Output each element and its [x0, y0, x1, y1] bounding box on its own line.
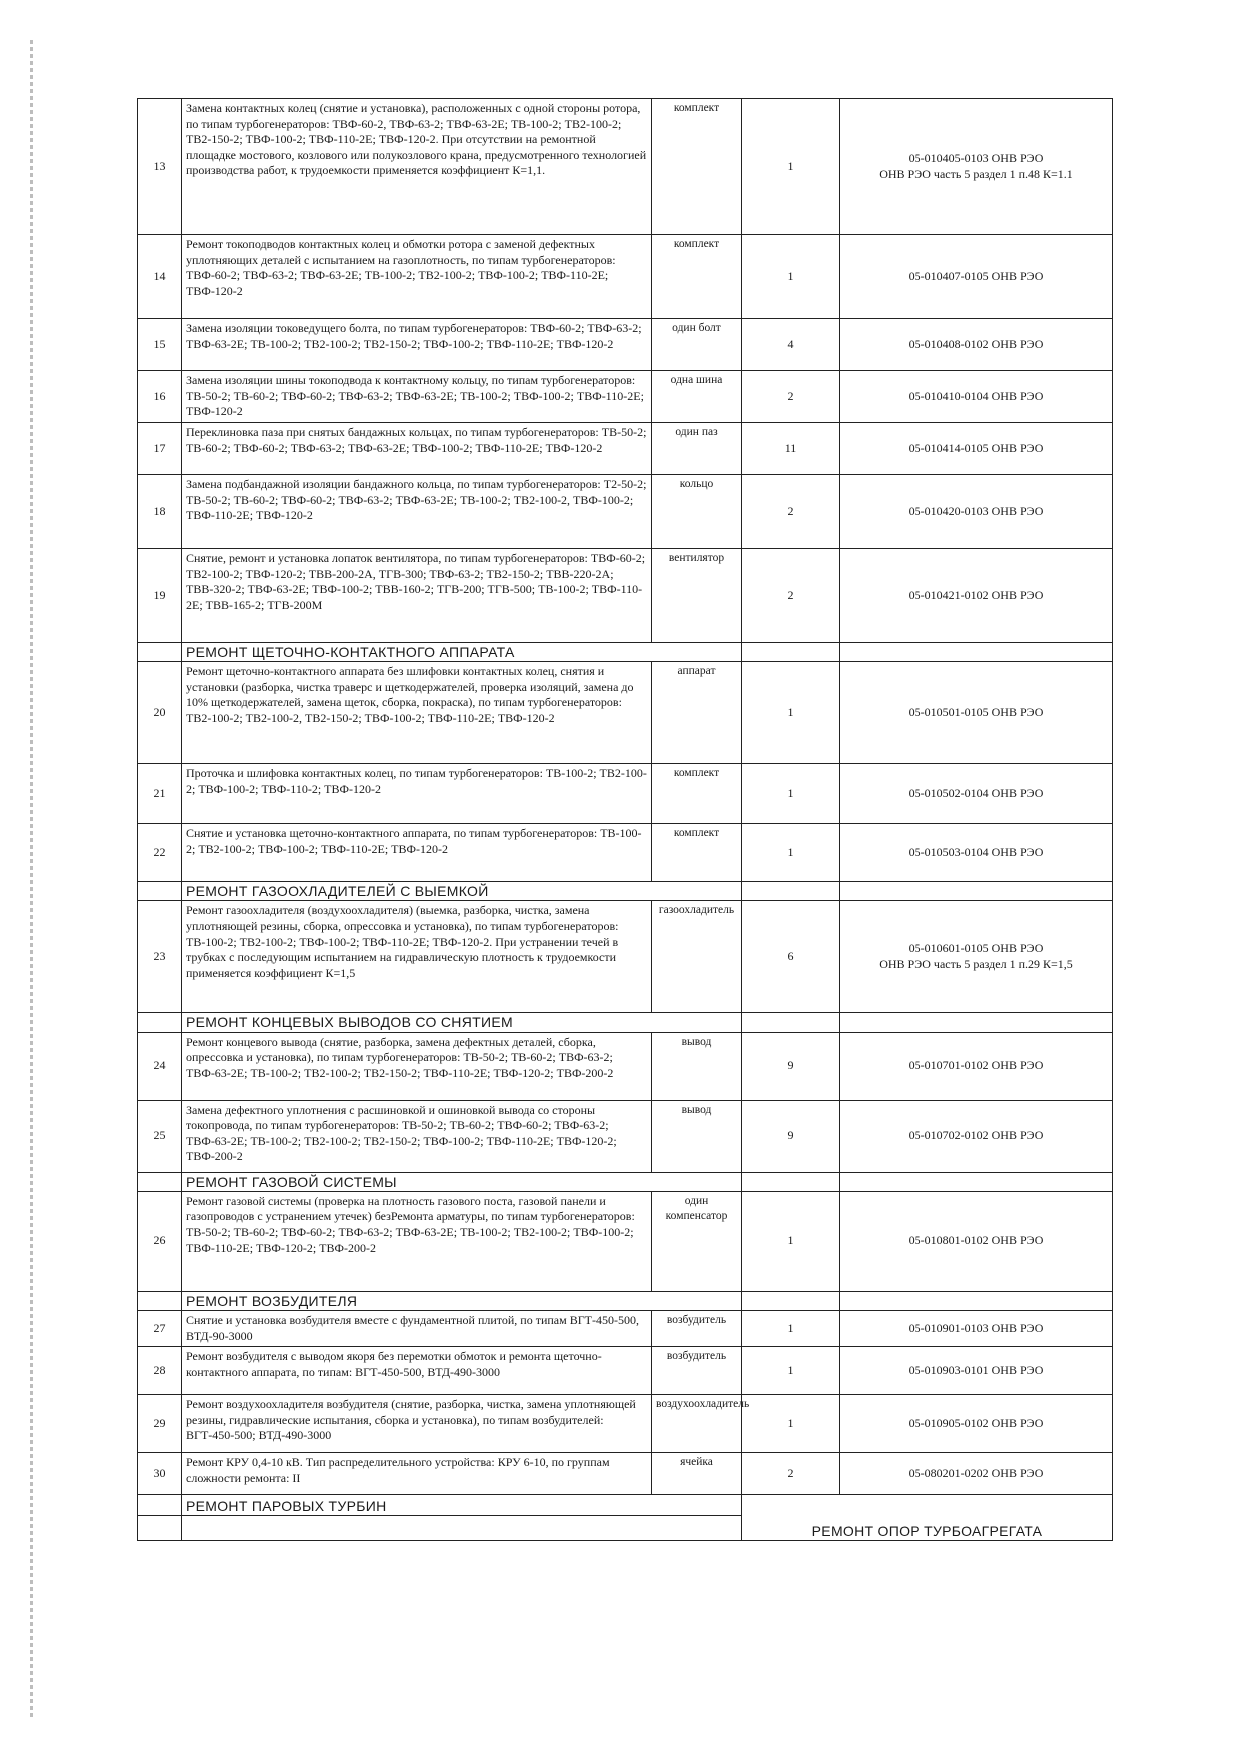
section-code-cell — [840, 643, 1113, 662]
footer-left-title: РЕМОНТ ПАРОВЫХ ТУРБИН — [182, 1495, 742, 1516]
table-row — [138, 99, 1113, 235]
section-row — [138, 1291, 1113, 1310]
row-number: 15 — [138, 319, 182, 371]
norm-code — [840, 1191, 1113, 1291]
section-title: РЕМОНТ ГАЗОВОЙ СИСТЕМЫ — [182, 1172, 742, 1191]
norm-code — [840, 99, 1113, 235]
unit-of-measure: вывод — [652, 1032, 742, 1100]
footer-row — [138, 1495, 1113, 1516]
row-number: 21 — [138, 764, 182, 824]
norm-code — [840, 901, 1113, 1013]
footer-empty-cell — [138, 1516, 182, 1541]
norm-code — [840, 1100, 1113, 1172]
quantity: 1 — [742, 235, 840, 319]
norm-code — [840, 475, 1113, 549]
row-number: 17 — [138, 423, 182, 475]
quantity: 11 — [742, 423, 840, 475]
table-row — [138, 662, 1113, 764]
unit-of-measure: один компенсатор — [652, 1191, 742, 1291]
norm-code-line: 05-010503-0104 ОНВ РЭО — [908, 844, 1044, 859]
footer-num-cell — [138, 1495, 182, 1516]
scan-edge — [30, 40, 33, 1720]
footer-empty-cell — [182, 1516, 742, 1541]
section-code-cell — [840, 1172, 1113, 1191]
work-description: Ремонт возбудителя с выводом якоря без перемотки обмоток и ремонта щеточно-контактного аппарата, по типам: ВГТ-450-500, ВТД-490-3000 — [182, 1347, 652, 1395]
footer-right-title: РЕМОНТ ОПОР ТУРБОАГРЕГАТА — [742, 1495, 1113, 1541]
norm-code-line: 05-010405-0103 ОНВ РЭО — [908, 150, 1044, 165]
unit-of-measure: вывод — [652, 1100, 742, 1172]
norm-code-line: 05-010901-0103 ОНВ РЭО — [908, 1320, 1044, 1335]
quantity: 2 — [742, 1453, 840, 1495]
row-number: 27 — [138, 1310, 182, 1346]
unit-of-measure: газоохладитель — [652, 901, 742, 1013]
norm-code-line: 05-010502-0104 ОНВ РЭО — [908, 785, 1044, 800]
quantity: 1 — [742, 824, 840, 882]
norm-code-line: ОНВ РЭО часть 5 раздел 1 п.29 К=1,5 — [879, 956, 1073, 971]
section-qty-cell — [742, 882, 840, 901]
work-description: Снятие и установка возбудителя вместе с фундаментной плитой, по типам ВГТ-450-500, ВТД-90-3000 — [182, 1310, 652, 1346]
norm-code-line: 05-010420-0103 ОНВ РЭО — [908, 503, 1044, 518]
norm-code — [840, 1395, 1113, 1453]
section-qty-cell — [742, 1013, 840, 1032]
work-description: Ремонт газовой системы (проверка на плотность газового поста, газовой панели и газопроводов с устранением утечек) безРемонта арматуры, по типам турбогенераторов: ТВ-50-2; ТВ-60-2; ТВФ-60-2; ТВФ-63-2; ТВФ-63-2Е; ТВ-100-2; ТВ2-100-2; ТВФ-100-2; ТВФ-110-2Е; ТВФ-120-2; ТВФ-200-2 — [182, 1191, 652, 1291]
norm-code — [840, 1453, 1113, 1495]
section-row — [138, 643, 1113, 662]
norm-code-line: 05-010410-0104 ОНВ РЭО — [908, 388, 1044, 403]
table-row — [138, 1347, 1113, 1395]
norm-code — [840, 549, 1113, 643]
section-row — [138, 1013, 1113, 1032]
norm-code-line: 05-010702-0102 ОНВ РЭО — [908, 1128, 1044, 1143]
unit-of-measure: воздухоохладитель — [652, 1395, 742, 1453]
norm-code-line: 05-010905-0102 ОНВ РЭО — [908, 1415, 1044, 1430]
table-row — [138, 824, 1113, 882]
norm-code-line: 05-010601-0105 ОНВ РЭО — [908, 941, 1044, 956]
row-number: 26 — [138, 1191, 182, 1291]
quantity: 6 — [742, 901, 840, 1013]
row-number: 18 — [138, 475, 182, 549]
norm-code-line: 05-080201-0202 ОНВ РЭО — [908, 1465, 1044, 1480]
table-row — [138, 1191, 1113, 1291]
unit-of-measure: комплект — [652, 235, 742, 319]
work-description: Снятие, ремонт и установка лопаток вентилятора, по типам турбогенераторов: ТВФ-60-2; ТВ2-100-2; ТВФ-120-2; ТВВ-200-2А, ТГВ-300; ТВФ-63-2; ТВ2-150-2; ТВВ-220-2А; ТВВ-320-2; ТВФ-63-2Е; ТВФ-100-2; ТВВ-160-2; ТГВ-200; ТГВ-500; ТВ-100-2; ТВФ-110-2Е; ТВВ-165-2; ТГВ-200М — [182, 549, 652, 643]
row-number: 29 — [138, 1395, 182, 1453]
section-row — [138, 1172, 1113, 1191]
works-table — [137, 98, 1113, 1541]
unit-of-measure: вентилятор — [652, 549, 742, 643]
row-number: 23 — [138, 901, 182, 1013]
unit-of-measure: аппарат — [652, 662, 742, 764]
quantity: 1 — [742, 764, 840, 824]
work-description: Ремонт газоохладителя (воздухоохладителя) (выемка, разборка, чистка, замена уплотняющей резины, сборка, опрессовка и установка), по типам турбогенераторов: ТВ-100-2; ТВ2-100-2; ТВФ-100-2; ТВФ-110-2Е; ТВФ-120-2. При устранении течей в трубках с последующим испытанием на гидравлическую плотность к трудоемкости применяется коэффициент К=1,5 — [182, 901, 652, 1013]
norm-code — [840, 1347, 1113, 1395]
table-row — [138, 475, 1113, 549]
section-qty-cell — [742, 643, 840, 662]
work-description: Переклиновка паза при снятых бандажных кольцах, по типам турбогенераторов: ТВ-50-2; ТВ-60-2; ТВФ-60-2; ТВФ-63-2; ТВФ-63-2Е; ТВФ-100-2; ТВФ-110-2Е; ТВФ-120-2 — [182, 423, 652, 475]
norm-code-line: 05-010501-0105 ОНВ РЭО — [908, 704, 1044, 719]
unit-of-measure: ячейка — [652, 1453, 742, 1495]
quantity: 1 — [742, 1395, 840, 1453]
unit-of-measure: кольцо — [652, 475, 742, 549]
norm-code-line: 05-010414-0105 ОНВ РЭО — [908, 440, 1044, 455]
norm-code-line: ОНВ РЭО часть 5 раздел 1 п.48 К=1.1 — [879, 166, 1073, 181]
quantity: 1 — [742, 1347, 840, 1395]
unit-of-measure: одна шина — [652, 371, 742, 423]
row-number: 19 — [138, 549, 182, 643]
norm-code-line: 05-010801-0102 ОНВ РЭО — [908, 1233, 1044, 1248]
work-description: Проточка и шлифовка контактных колец, по типам турбогенераторов: ТВ-100-2; ТВ2-100-2; ТВФ-100-2; ТВФ-110-2; ТВФ-120-2 — [182, 764, 652, 824]
norm-code — [840, 1032, 1113, 1100]
section-code-cell — [840, 1013, 1113, 1032]
quantity: 9 — [742, 1100, 840, 1172]
row-number: 22 — [138, 824, 182, 882]
quantity: 1 — [742, 1191, 840, 1291]
norm-code-line: 05-010701-0102 ОНВ РЭО — [908, 1058, 1044, 1073]
norm-code — [840, 423, 1113, 475]
section-row — [138, 882, 1113, 901]
unit-of-measure: один паз — [652, 423, 742, 475]
section-num-cell — [138, 882, 182, 901]
table-row — [138, 764, 1113, 824]
row-number: 14 — [138, 235, 182, 319]
work-description: Замена контактных колец (снятие и установка), расположенных с одной стороны ротора, по типам турбогенераторов: ТВФ-60-2, ТВФ-63-2; ТВФ-63-2Е; ТВ-100-2; ТВ2-100-2; ТВ2-150-2; ТВФ-100-2; ТВФ-110-2Е; ТВФ-120-2. При отсутствии на ремонтной площадке мостового, козлового или полукозлового крана, предусмотренного технологией производства работ, к трудоемкости применяется коэффициент К=1,1. — [182, 99, 652, 235]
quantity: 2 — [742, 549, 840, 643]
work-description: Ремонт воздухоохладителя возбудителя (снятие, разборка, чистка, замена уплотняющей резины, гидравлические испытания, сборка и установка), по типам возбудителей: ВГТ-450-500; ВТД-490-3000 — [182, 1395, 652, 1453]
section-qty-cell — [742, 1291, 840, 1310]
table-row — [138, 235, 1113, 319]
unit-of-measure: возбудитель — [652, 1347, 742, 1395]
row-number: 24 — [138, 1032, 182, 1100]
table-row — [138, 371, 1113, 423]
section-title: РЕМОНТ ГАЗООХЛАДИТЕЛЕЙ С ВЫЕМКОЙ — [182, 882, 742, 901]
works-table-body — [138, 99, 1113, 1541]
norm-code — [840, 235, 1113, 319]
unit-of-measure: комплект — [652, 824, 742, 882]
unit-of-measure: возбудитель — [652, 1310, 742, 1346]
quantity: 1 — [742, 99, 840, 235]
section-title: РЕМОНТ КОНЦЕВЫХ ВЫВОДОВ СО СНЯТИЕМ — [182, 1013, 742, 1032]
quantity: 1 — [742, 1310, 840, 1346]
norm-code — [840, 764, 1113, 824]
table-row — [138, 549, 1113, 643]
section-title: РЕМОНТ ВОЗБУДИТЕЛЯ — [182, 1291, 742, 1310]
norm-code-line: 05-010407-0105 ОНВ РЭО — [908, 268, 1044, 283]
work-description: Ремонт КРУ 0,4-10 кВ. Тип распределительного устройства: КРУ 6-10, по группам сложности ремонта: II — [182, 1453, 652, 1495]
unit-of-measure: один болт — [652, 319, 742, 371]
row-number: 28 — [138, 1347, 182, 1395]
section-title: РЕМОНТ ЩЕТОЧНО-КОНТАКТНОГО АППАРАТА — [182, 643, 742, 662]
section-qty-cell — [742, 1172, 840, 1191]
table-row — [138, 1032, 1113, 1100]
row-number: 13 — [138, 99, 182, 235]
unit-of-measure: комплект — [652, 99, 742, 235]
norm-code — [840, 824, 1113, 882]
row-number: 20 — [138, 662, 182, 764]
quantity: 2 — [742, 475, 840, 549]
section-num-cell — [138, 643, 182, 662]
work-description: Замена подбандажной изоляции бандажного кольца, по типам турбогенераторов: Т2-50-2; ТВ-50-2; ТВ-60-2; ТВФ-60-2; ТВФ-63-2; ТВФ-63-2Е; ТВ-100-2; ТВ2-100-2, ТВФ-100-2; ТВФ-110-2Е; ТВФ-120-2 — [182, 475, 652, 549]
table-row — [138, 1395, 1113, 1453]
section-num-cell — [138, 1172, 182, 1191]
work-description: Снятие и установка щеточно-контактного аппарата, по типам турбогенераторов: ТВ-100-2; ТВ2-100-2; ТВФ-100-2; ТВФ-110-2Е; ТВФ-120-2 — [182, 824, 652, 882]
work-description: Ремонт токоподводов контактных колец и обмотки ротора с заменой дефектных уплотняющих деталей с испытанием на газоплотность, по типам турбогенераторов: ТВФ-60-2; ТВФ-63-2; ТВФ-63-2Е; ТВ-100-2; ТВ2-100-2; ТВФ-100-2; ТВФ-110-2Е; ТВФ-120-2 — [182, 235, 652, 319]
table-row — [138, 901, 1113, 1013]
quantity: 1 — [742, 662, 840, 764]
section-code-cell — [840, 1291, 1113, 1310]
work-description: Ремонт концевого вывода (снятие, разборка, замена дефектных деталей, сборка, опрессовка и установка), по типам турбогенераторов: ТВ-50-2; ТВ-60-2; ТВФ-63-2; ТВФ-63-2Е; ТВ-100-2; ТВ2-100-2; ТВ2-150-2; ТВФ-110-2Е; ТВФ-120-2; ТВФ-200-2 — [182, 1032, 652, 1100]
norm-code-line: 05-010408-0102 ОНВ РЭО — [908, 336, 1044, 351]
section-code-cell — [840, 882, 1113, 901]
table-row — [138, 1310, 1113, 1346]
norm-code — [840, 1310, 1113, 1346]
work-description: Замена изоляции шины токоподвода к контактному кольцу, по типам турбогенераторов: ТВ-50-2; ТВ-60-2; ТВФ-60-2; ТВФ-63-2; ТВФ-63-2Е; ТВ-100-2; ТВФ-100-2; ТВФ-110-2Е; ТВФ-120-2 — [182, 371, 652, 423]
norm-code — [840, 371, 1113, 423]
work-description: Замена дефектного уплотнения с расшиновкой и ошиновкой вывода со стороны токопровода, по типам турбогенераторов: ТВ-50-2; ТВ-60-2; ТВФ-60-2; ТВФ-63-2; ТВФ-63-2Е; ТВ-100-2; ТВ2-100-2; ТВ2-150-2; ТВФ-100-2; ТВФ-110-2Е; ТВФ-120-2; ТВФ-200-2 — [182, 1100, 652, 1172]
work-description: Ремонт щеточно-контактного аппарата без шлифовки контактных колец, снятия и установки (разборка, чистка траверс и щеткодержателей, проверка изоляций, замена до 10% щеткодержателей, замена щеток, сборка, покраска), по типам турбогенераторов: ТВ2-100-2; ТВ2-100-2, ТВ2-150-2; ТВФ-100-2; ТВФ-110-2Е; ТВФ-120-2 — [182, 662, 652, 764]
quantity: 2 — [742, 371, 840, 423]
norm-code — [840, 662, 1113, 764]
table-row — [138, 1453, 1113, 1495]
quantity: 9 — [742, 1032, 840, 1100]
table-row — [138, 1100, 1113, 1172]
table-row — [138, 423, 1113, 475]
work-description: Замена изоляции токоведущего болта, по типам турбогенераторов: ТВФ-60-2; ТВФ-63-2; ТВФ-63-2Е; ТВ-100-2; ТВ2-100-2; ТВ2-150-2; ТВФ-100-2; ТВФ-110-2Е; ТВФ-120-2 — [182, 319, 652, 371]
norm-code — [840, 319, 1113, 371]
row-number: 30 — [138, 1453, 182, 1495]
table-row — [138, 319, 1113, 371]
section-num-cell — [138, 1013, 182, 1032]
norm-code-line: 05-010903-0101 ОНВ РЭО — [908, 1362, 1044, 1377]
unit-of-measure: комплект — [652, 764, 742, 824]
section-num-cell — [138, 1291, 182, 1310]
quantity: 4 — [742, 319, 840, 371]
row-number: 25 — [138, 1100, 182, 1172]
row-number: 16 — [138, 371, 182, 423]
norm-code-line: 05-010421-0102 ОНВ РЭО — [908, 587, 1044, 602]
